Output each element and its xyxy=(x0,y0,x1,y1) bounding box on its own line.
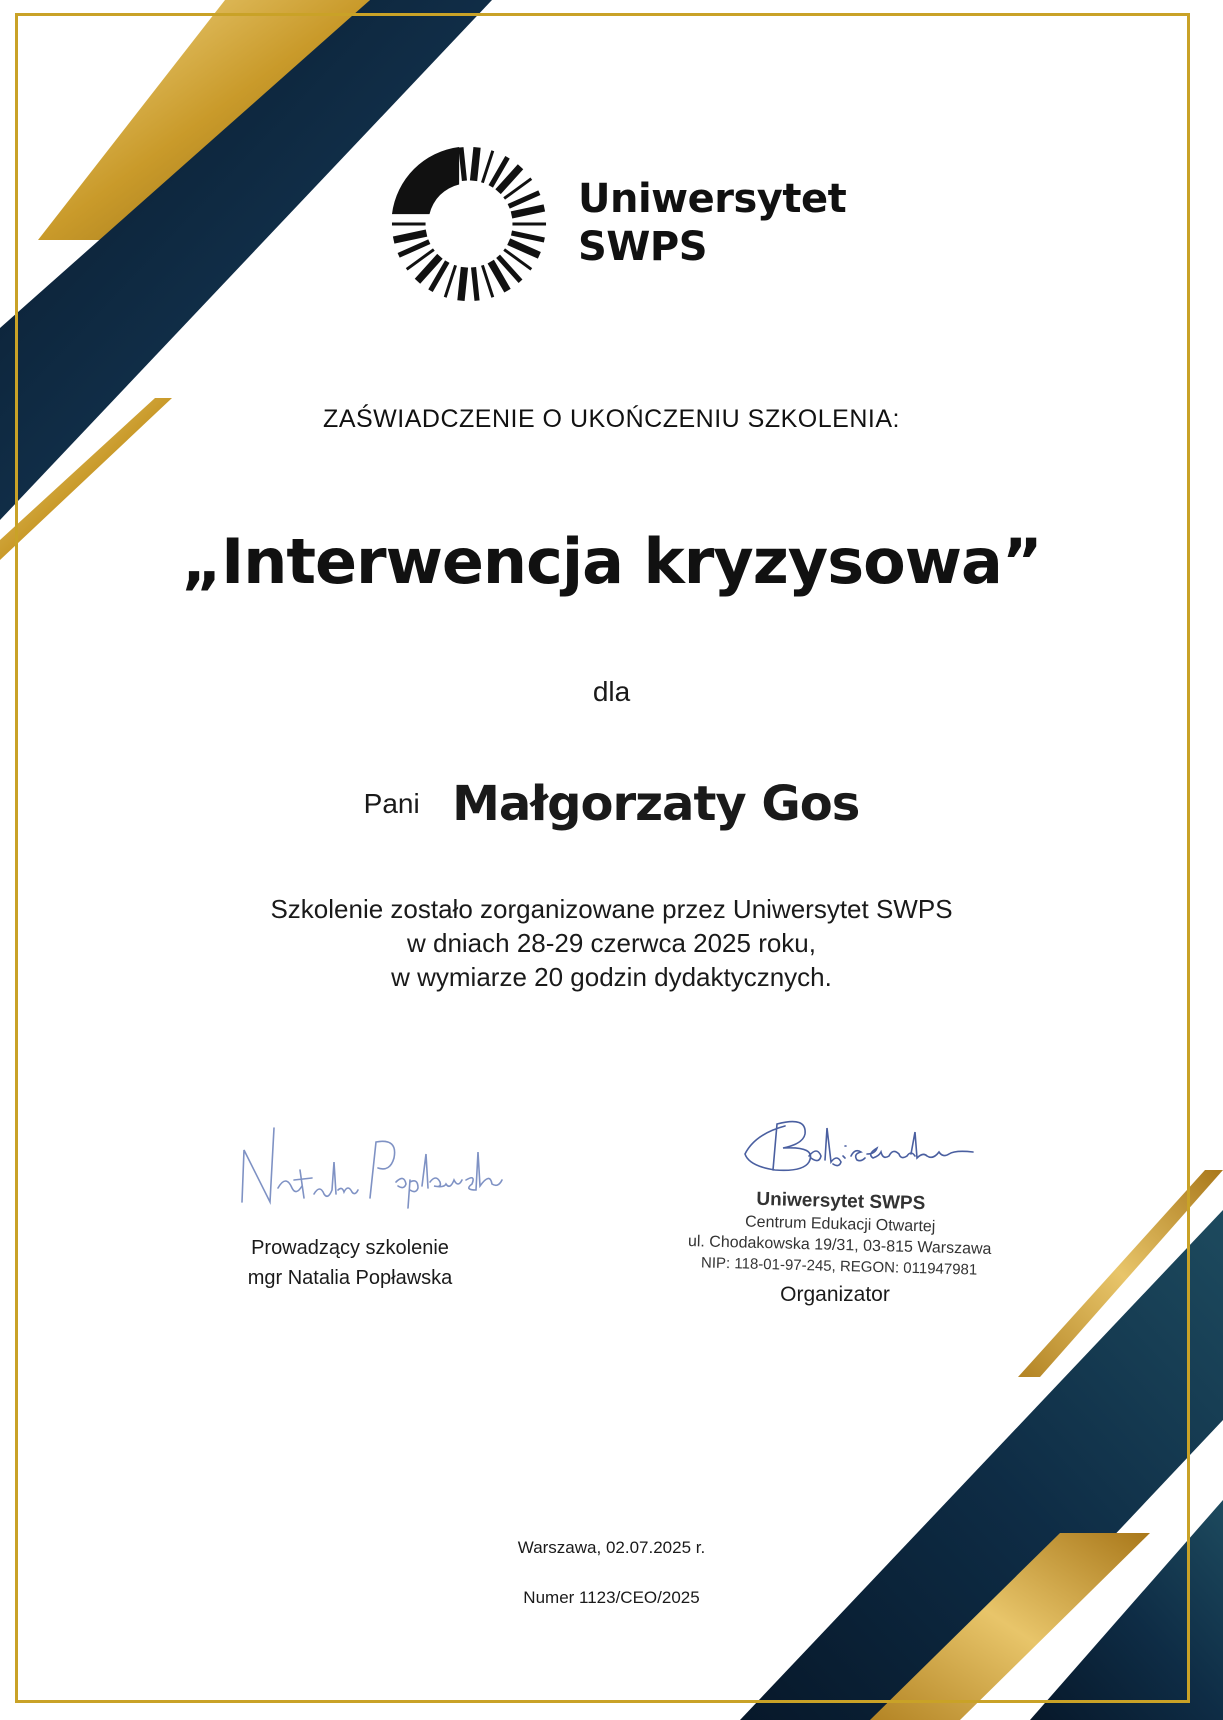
certificate-number: Numer 1123/CEO/2025 xyxy=(523,1588,700,1607)
salutation: Pani xyxy=(363,788,420,819)
course-title: „Interwencja kryzysowa” xyxy=(181,525,1042,598)
certificate-subtitle: ZAŚWIADCZENIE O UKOŃCZENIU SZKOLENIA: xyxy=(323,405,900,433)
trainer-name: mgr Natalia Popławska xyxy=(247,1267,453,1289)
university-logo xyxy=(390,145,847,305)
for-word: dla xyxy=(592,676,631,707)
logo-line-2: SWPS xyxy=(578,224,708,270)
trainer-role: Prowadzący szkolenie xyxy=(251,1237,449,1259)
organizer-stamp xyxy=(679,1186,1001,1281)
place-date: Warszawa, 02.07.2025 r. xyxy=(517,1538,706,1557)
trainer-signature xyxy=(230,1110,510,1210)
recipient-line xyxy=(0,776,1223,832)
description-line-3: w wymiarze 20 godzin dydaktycznych. xyxy=(391,962,832,992)
organizer-role: Organizator xyxy=(780,1283,890,1306)
stamp-line-3: ul. Chodakowska 19/31, 03-815 Warszawa xyxy=(687,1233,992,1258)
organizer-signature xyxy=(735,1110,975,1190)
stamp-line-1: Uniwersytet SWPS xyxy=(756,1188,926,1215)
description xyxy=(0,892,1223,994)
swps-sunburst-logo-icon xyxy=(390,145,548,303)
description-line-2: w dniach 28-29 czerwca 2025 roku, xyxy=(406,928,816,958)
description-line-1: Szkolenie zostało zorganizowane przez Uniwersytet SWPS xyxy=(270,894,953,924)
logo-line-1: Uniwersytet xyxy=(578,176,847,222)
logo-wordmark xyxy=(578,175,846,271)
stamp-line-4: NIP: 118-01-97-245, REGON: 011947981 xyxy=(700,1254,978,1279)
recipient-name: Małgorzaty Gos xyxy=(452,776,860,832)
stamp-line-2: Centrum Edukacji Otwartej xyxy=(744,1213,936,1236)
trainer-caption xyxy=(210,1233,490,1293)
